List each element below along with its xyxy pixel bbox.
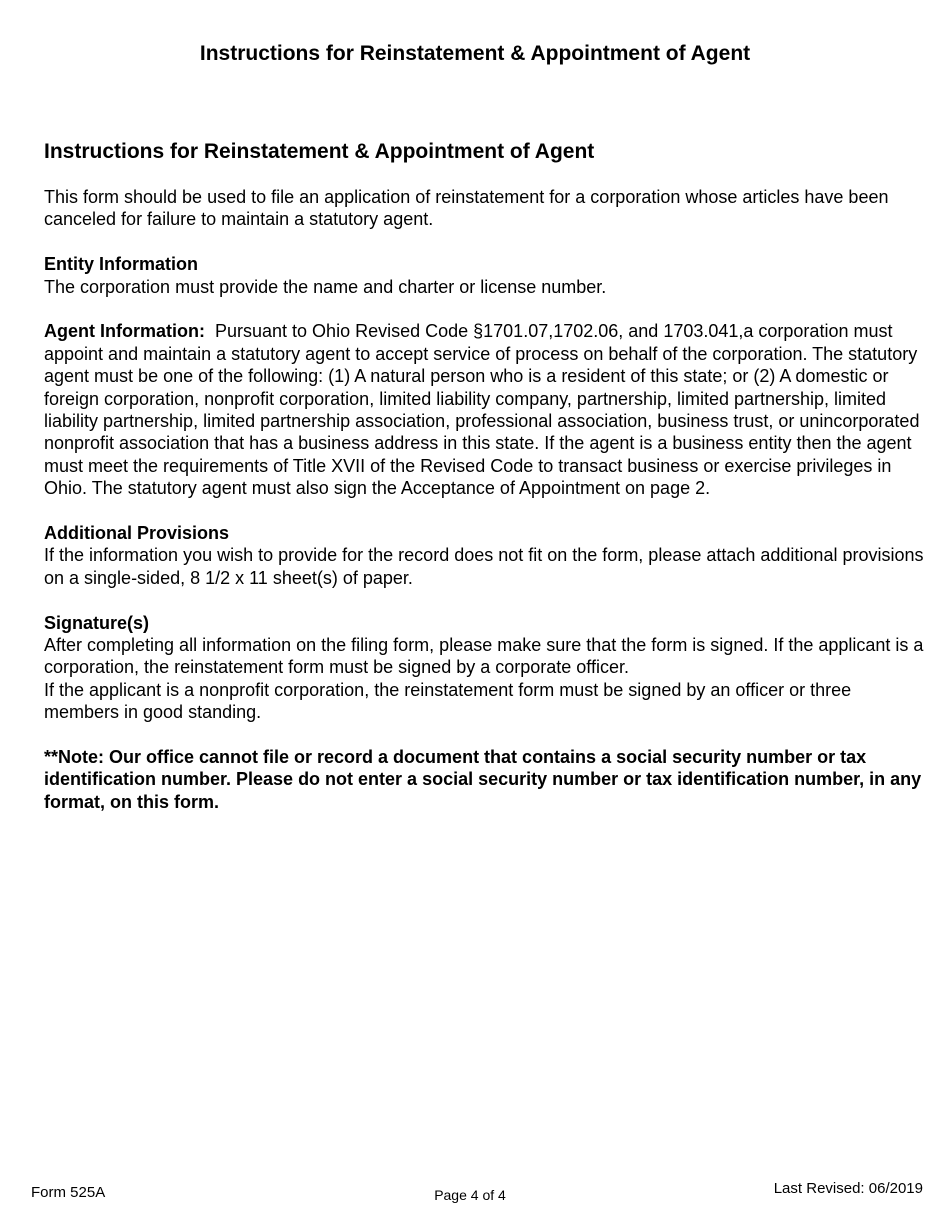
signatures-text-corporation: After completing all information on the filing form, please make sure that the form is signed. If the applicant is a corporation, the reinstatement form must be signed by a corporate officer. bbox=[44, 635, 924, 678]
intro-paragraph: This form should be used to file an application of reinstatement for a corporation whose articles have been canceled for failure to maintain a statutory agent. bbox=[44, 187, 889, 230]
agent-information-text: Pursuant to Ohio Revised Code §1701.07,1702.06, and 1703.041,a corporation must appoint and maintain a statutory agent to accept service of process on behalf of the corporation. The statutory agent must be one of the following: (1) A natural person who is a resident of this state; or (2) A domestic or foreign corporation, nonprofit corporation, limited liability company, partnership, limited partnership, limited liability partnership, limited partnership association, professional association, business trust, or unincorporated nonprofit association that has a business address in this state. If the agent is a business entity then the agent must meet the requirements of Title XVII of the Revised Code to transact business or exercise privileges in Ohio. The statutory agent must also sign the Acceptance of Appointment on page 2. bbox=[44, 321, 920, 499]
additional-provisions-section bbox=[44, 522, 929, 589]
signatures-text-nonprofit: If the applicant is a nonprofit corporation, the reinstatement form must be signed by an officer or three members in good standing. bbox=[44, 679, 852, 723]
page-header-title: Instructions for Reinstatement & Appointment of Agent bbox=[199, 42, 751, 65]
agent-information-section bbox=[44, 320, 929, 499]
entity-information-text: The corporation must provide the name and charter or license number. bbox=[44, 276, 607, 297]
ssn-note: **Note: Our office cannot file or record a document that contains a social security number or tax identification number. Please do not enter a social security number or tax identification number, in any format, on this form. bbox=[44, 747, 922, 812]
agent-information-label: Agent Information: bbox=[44, 321, 205, 342]
additional-provisions-text: If the information you wish to provide for the record does not fit on the form, please attach additional provisions on a single-sided, 8 1/2 x 11 sheet(s) of paper. bbox=[44, 545, 924, 588]
entity-information-heading: Entity Information bbox=[44, 254, 198, 275]
additional-provisions-heading: Additional Provisions bbox=[44, 523, 230, 544]
footer-last-revised: Last Revised: 06/2019 bbox=[773, 1180, 923, 1197]
entity-information-section bbox=[44, 253, 929, 298]
footer-page-number: Page 4 of 4 bbox=[434, 1187, 506, 1203]
instructions-heading: Instructions for Reinstatement & Appointment of Agent bbox=[44, 140, 595, 163]
instructions-content bbox=[44, 137, 929, 836]
signatures-section bbox=[44, 612, 929, 724]
signatures-heading: Signature(s) bbox=[44, 612, 150, 633]
footer-form-number: Form 525A bbox=[31, 1184, 106, 1201]
